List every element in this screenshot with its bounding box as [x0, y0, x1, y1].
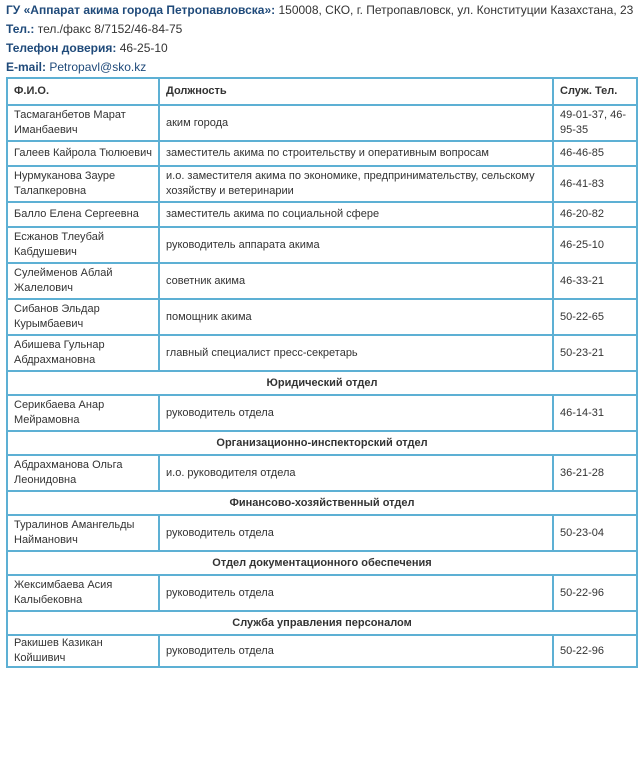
section-title: Финансово-хозяйственный отдел: [7, 491, 637, 515]
staff-phone-cell: 46-14-31: [553, 395, 637, 431]
staff-phone-cell: 46-46-85: [553, 141, 637, 166]
org-line: [6, 1, 640, 20]
section-row: [7, 551, 637, 575]
email-label: E-mail:: [6, 60, 47, 74]
email-line: [6, 58, 640, 77]
staff-name-cell: Жексимбаева Асия Калыбековна: [7, 575, 159, 611]
staff-table-body: [7, 105, 637, 667]
staff-name-cell: Нурмуканова Зауре Талапкеровна: [7, 166, 159, 202]
staff-table: [6, 77, 638, 668]
staff-name-cell: Сибанов Эльдар Курымбаевич: [7, 299, 159, 335]
column-header-position: Должность: [159, 78, 553, 105]
email-link[interactable]: Petropavl@sko.kz: [49, 60, 147, 74]
section-row: [7, 431, 637, 455]
staff-phone-cell: 50-22-96: [553, 575, 637, 611]
tel-value: тел./факс 8/7152/46-84-75: [37, 22, 183, 36]
table-row: [7, 395, 637, 431]
table-row: [7, 263, 637, 299]
staff-position-cell: руководитель аппарата акима: [159, 227, 553, 263]
tel-label: Тел.:: [6, 22, 35, 36]
table-row: [7, 141, 637, 166]
staff-name-cell: Абишева Гульнар Абдрахмановна: [7, 335, 159, 371]
staff-position-cell: руководитель отдела: [159, 635, 553, 667]
staff-name-cell: Ракишев Казикан Койшивич: [7, 635, 159, 667]
staff-phone-cell: 46-33-21: [553, 263, 637, 299]
table-row: [7, 515, 637, 551]
table-row: [7, 202, 637, 227]
hotline-value: 46-25-10: [119, 41, 168, 55]
staff-name-cell: Балло Елена Сергеевна: [7, 202, 159, 227]
staff-position-cell: заместитель акима по строительству и оперативным вопросам: [159, 141, 553, 166]
staff-phone-cell: 50-22-65: [553, 299, 637, 335]
staff-position-cell: и.о. руководителя отдела: [159, 455, 553, 491]
staff-phone-cell: 50-22-96: [553, 635, 637, 667]
staff-position-cell: главный специалист пресс-секретарь: [159, 335, 553, 371]
staff-name-cell: Сулейменов Аблай Жалелович: [7, 263, 159, 299]
staff-name-cell: Туралинов Амангельды Найманович: [7, 515, 159, 551]
column-header-name: Ф.И.О.: [7, 78, 159, 105]
table-row: [7, 635, 637, 667]
staff-phone-cell: 46-25-10: [553, 227, 637, 263]
org-name: ГУ «Аппарат акима города Петропавловска»:: [6, 3, 276, 17]
staff-position-cell: заместитель акима по социальной сфере: [159, 202, 553, 227]
table-row: [7, 575, 637, 611]
staff-phone-cell: 36-21-28: [553, 455, 637, 491]
staff-position-cell: руководитель отдела: [159, 575, 553, 611]
table-row: [7, 455, 637, 491]
table-row: [7, 105, 637, 141]
column-header-phone: Служ. Тел.: [553, 78, 637, 105]
staff-phone-cell: 46-41-83: [553, 166, 637, 202]
staff-position-cell: советник акима: [159, 263, 553, 299]
table-row: [7, 299, 637, 335]
table-row: [7, 227, 637, 263]
staff-position-cell: аким города: [159, 105, 553, 141]
tel-line: [6, 20, 640, 39]
section-title: Отдел документационного обеспечения: [7, 551, 637, 575]
hotline-label: Телефон доверия:: [6, 41, 117, 55]
staff-position-cell: руководитель отдела: [159, 515, 553, 551]
table-header-row: [7, 78, 637, 105]
section-row: [7, 371, 637, 395]
table-row: [7, 335, 637, 371]
staff-name-cell: Тасмаганбетов Марат Иманбаевич: [7, 105, 159, 141]
org-address: 150008, СКО, г. Петропавловск, ул. Конституции Казахстана, 23: [278, 3, 634, 17]
staff-name-cell: Есжанов Тлеубай Кабдушевич: [7, 227, 159, 263]
staff-position-cell: помощник акима: [159, 299, 553, 335]
contact-header: [0, 0, 640, 77]
staff-position-cell: руководитель отдела: [159, 395, 553, 431]
staff-phone-cell: 49-01-37, 46-95-35: [553, 105, 637, 141]
staff-name-cell: Галеев Кайрола Тюлюевич: [7, 141, 159, 166]
section-title: Организационно-инспекторский отдел: [7, 431, 637, 455]
staff-phone-cell: 46-20-82: [553, 202, 637, 227]
staff-phone-cell: 50-23-21: [553, 335, 637, 371]
staff-name-cell: Серикбаева Анар Мейрамовна: [7, 395, 159, 431]
section-row: [7, 491, 637, 515]
staff-name-cell: Абдрахманова Ольга Леонидовна: [7, 455, 159, 491]
hotline-line: [6, 39, 640, 58]
table-row: [7, 166, 637, 202]
section-title: Юридический отдел: [7, 371, 637, 395]
staff-position-cell: и.о. заместителя акима по экономике, предпринимательству, сельскому хозяйству и ветеринарии: [159, 166, 553, 202]
staff-phone-cell: 50-23-04: [553, 515, 637, 551]
section-row: [7, 611, 637, 635]
section-title: Служба управления персоналом: [7, 611, 637, 635]
